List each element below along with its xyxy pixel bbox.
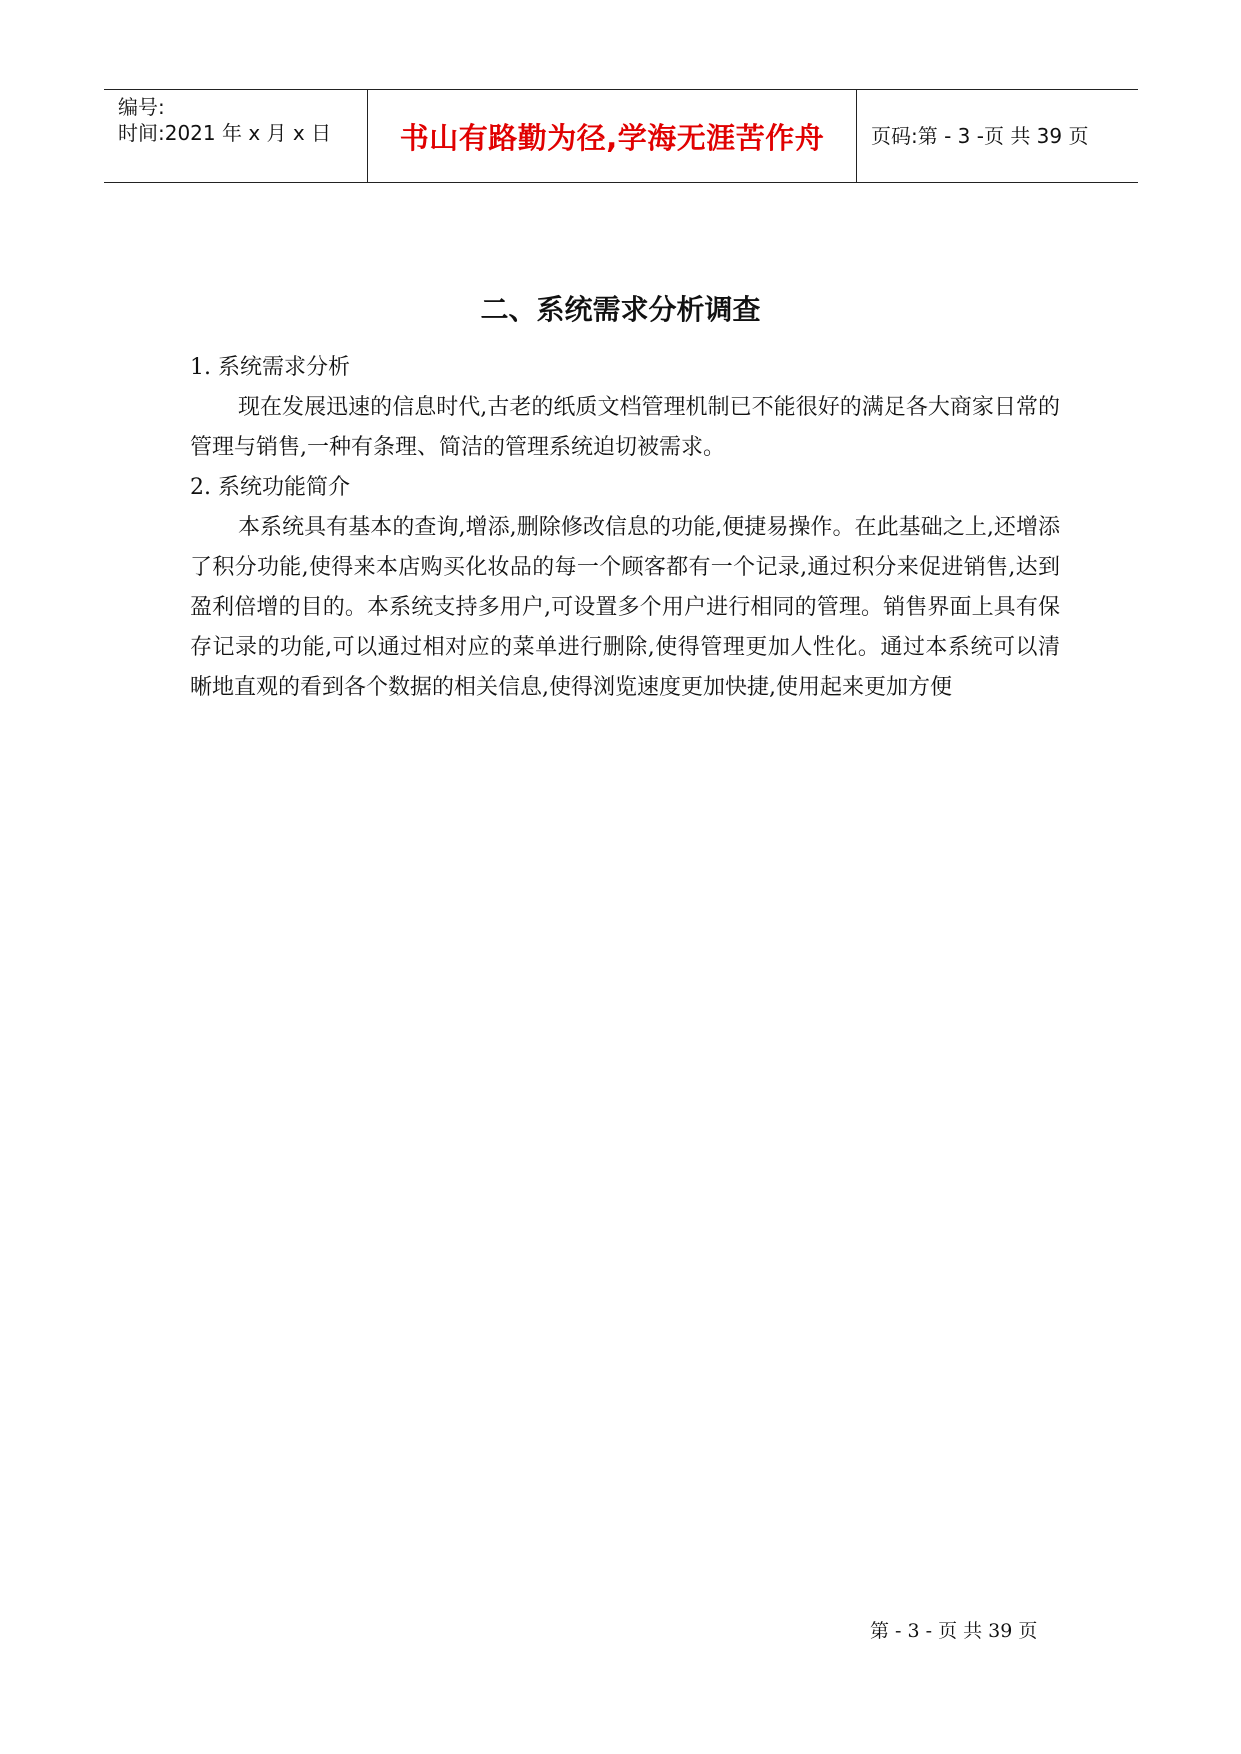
page-header [104,89,1138,183]
header-motto-cell [368,90,857,182]
header-page-cell [857,90,1138,182]
section-paragraph: 现在发展迅速的信息时代,古老的纸质文档管理机制已不能很好的满足各大商家日常的管理与销售,一种有条理、简洁的管理系统迫切被需求。 [190,395,1060,460]
header-meta-cell [104,90,368,182]
section-heading: 2. 系统功能简介 [190,475,350,500]
section-heading: 1. 系统需求分析 [190,355,350,380]
document-time-label: 时间:2021 年 x 月 x 日 [118,121,332,145]
page-footer: 第 - 3 - 页 共 39 页 [870,1620,1038,1642]
section-paragraph: 本系统具有基本的查询,增添,删除修改信息的功能,便捷易操作。在此基础之上,还增添了积分功能,使得来本店购买化妆品的每一个顾客都有一个记录,通过积分来促进销售,达到盈利倍增的目的。本系统支持多用户,可设置多个用户进行相同的管理。销售界面上具有保存记录的功能,可以通过相对应的菜单进行删除,使得管理更加人性化。通过本系统可以清晰地直观的看到各个数据的相关信息,使得浏览速度更加快捷,使用起来更加方便 [190,515,1060,700]
document-body [190,348,1060,708]
document-number-label: 编号: [118,95,165,119]
document-title: 二、系统需求分析调查 [480,293,761,326]
header-page-number: 页码:第 - 3 -页 共 39 页 [871,124,1089,148]
header-motto: 书山有路勤为径,学海无涯苦作舟 [399,120,825,155]
